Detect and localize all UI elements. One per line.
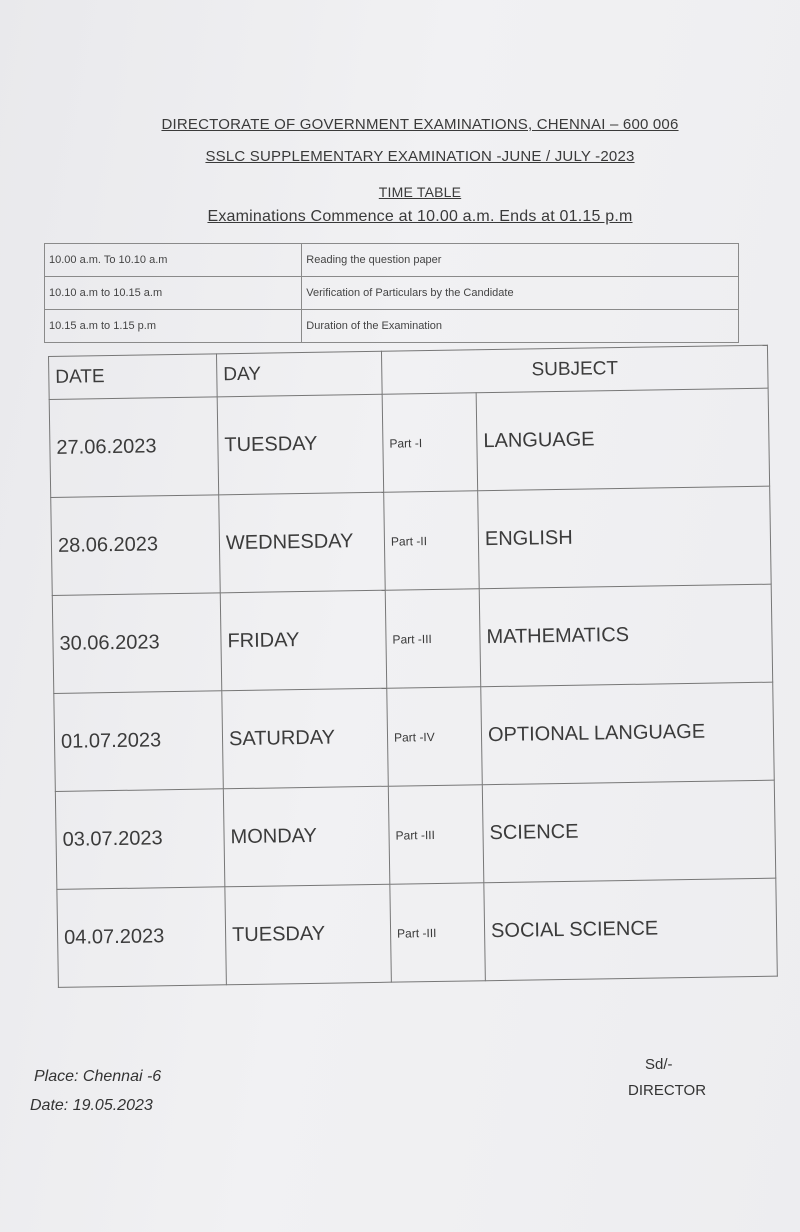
exam-subject: OPTIONAL LANGUAGE [481, 682, 775, 785]
exam-subject: LANGUAGE [476, 388, 770, 491]
table-row [57, 878, 777, 987]
exam-subject: SOCIAL SCIENCE [484, 878, 778, 981]
column-header-day: DAY [216, 351, 382, 397]
table-row [54, 682, 774, 791]
exam-day: TUESDAY [217, 394, 384, 495]
exam-part: Part -III [385, 589, 481, 688]
table-row [52, 584, 772, 693]
schedule-table [44, 243, 739, 343]
schedule-time: 10.10 a.m to 10.15 a.m [45, 277, 302, 310]
directorate-heading: DIRECTORATE OF GOVERNMENT EXAMINATIONS, CHENNAI – 600 006 [161, 116, 679, 133]
exam-timetable [48, 345, 778, 988]
exam-subject: SCIENCE [482, 780, 776, 883]
director-designation: DIRECTOR [628, 1082, 707, 1099]
exam-heading: SSLC SUPPLEMENTARY EXAMINATION -JUNE / JULY -2023 [205, 148, 635, 165]
exam-date: 01.07.2023 [54, 691, 224, 792]
issue-date-text: Date: 19.05.2023 [30, 1097, 153, 1114]
schedule-row [45, 244, 739, 277]
column-header-date: DATE [49, 354, 218, 400]
exam-subject: MATHEMATICS [479, 584, 773, 687]
table-row [51, 486, 771, 595]
exam-day: MONDAY [223, 786, 390, 887]
schedule-time: 10.00 a.m. To 10.10 a.m [45, 244, 302, 277]
table-row [49, 388, 769, 497]
schedule-row [45, 310, 739, 343]
schedule-row [45, 277, 739, 310]
exam-day: WEDNESDAY [219, 492, 386, 593]
exam-day: TUESDAY [225, 884, 392, 985]
table-row [55, 780, 775, 889]
exam-date: 27.06.2023 [49, 397, 219, 498]
exam-date: 28.06.2023 [51, 495, 221, 596]
exam-date: 30.06.2023 [52, 593, 222, 694]
timetable-heading: TIME TABLE [378, 184, 462, 200]
exam-day: SATURDAY [222, 688, 389, 789]
exam-part: Part -IV [387, 687, 483, 786]
schedule-activity: Reading the question paper [302, 244, 739, 277]
signature-text: Sd/- [645, 1056, 673, 1073]
schedule-activity: Verification of Particulars by the Candidate [302, 277, 739, 310]
place-text: Place: Chennai -6 [34, 1068, 162, 1085]
exam-subject: ENGLISH [478, 486, 772, 589]
exam-part: Part -II [384, 491, 480, 590]
column-header-subject: SUBJECT [381, 345, 768, 394]
exam-part: Part -III [388, 785, 484, 884]
exam-date: 03.07.2023 [55, 789, 225, 890]
exam-part: Part -I [382, 393, 478, 492]
exam-part: Part -III [390, 883, 486, 982]
exam-date: 04.07.2023 [57, 887, 227, 988]
commence-heading: Examinations Commence at 10.00 a.m. Ends at 01.15 p.m [207, 208, 633, 225]
schedule-activity: Duration of the Examination [302, 310, 739, 343]
exam-day: FRIDAY [220, 590, 387, 691]
schedule-time: 10.15 a.m to 1.15 p.m [45, 310, 302, 343]
